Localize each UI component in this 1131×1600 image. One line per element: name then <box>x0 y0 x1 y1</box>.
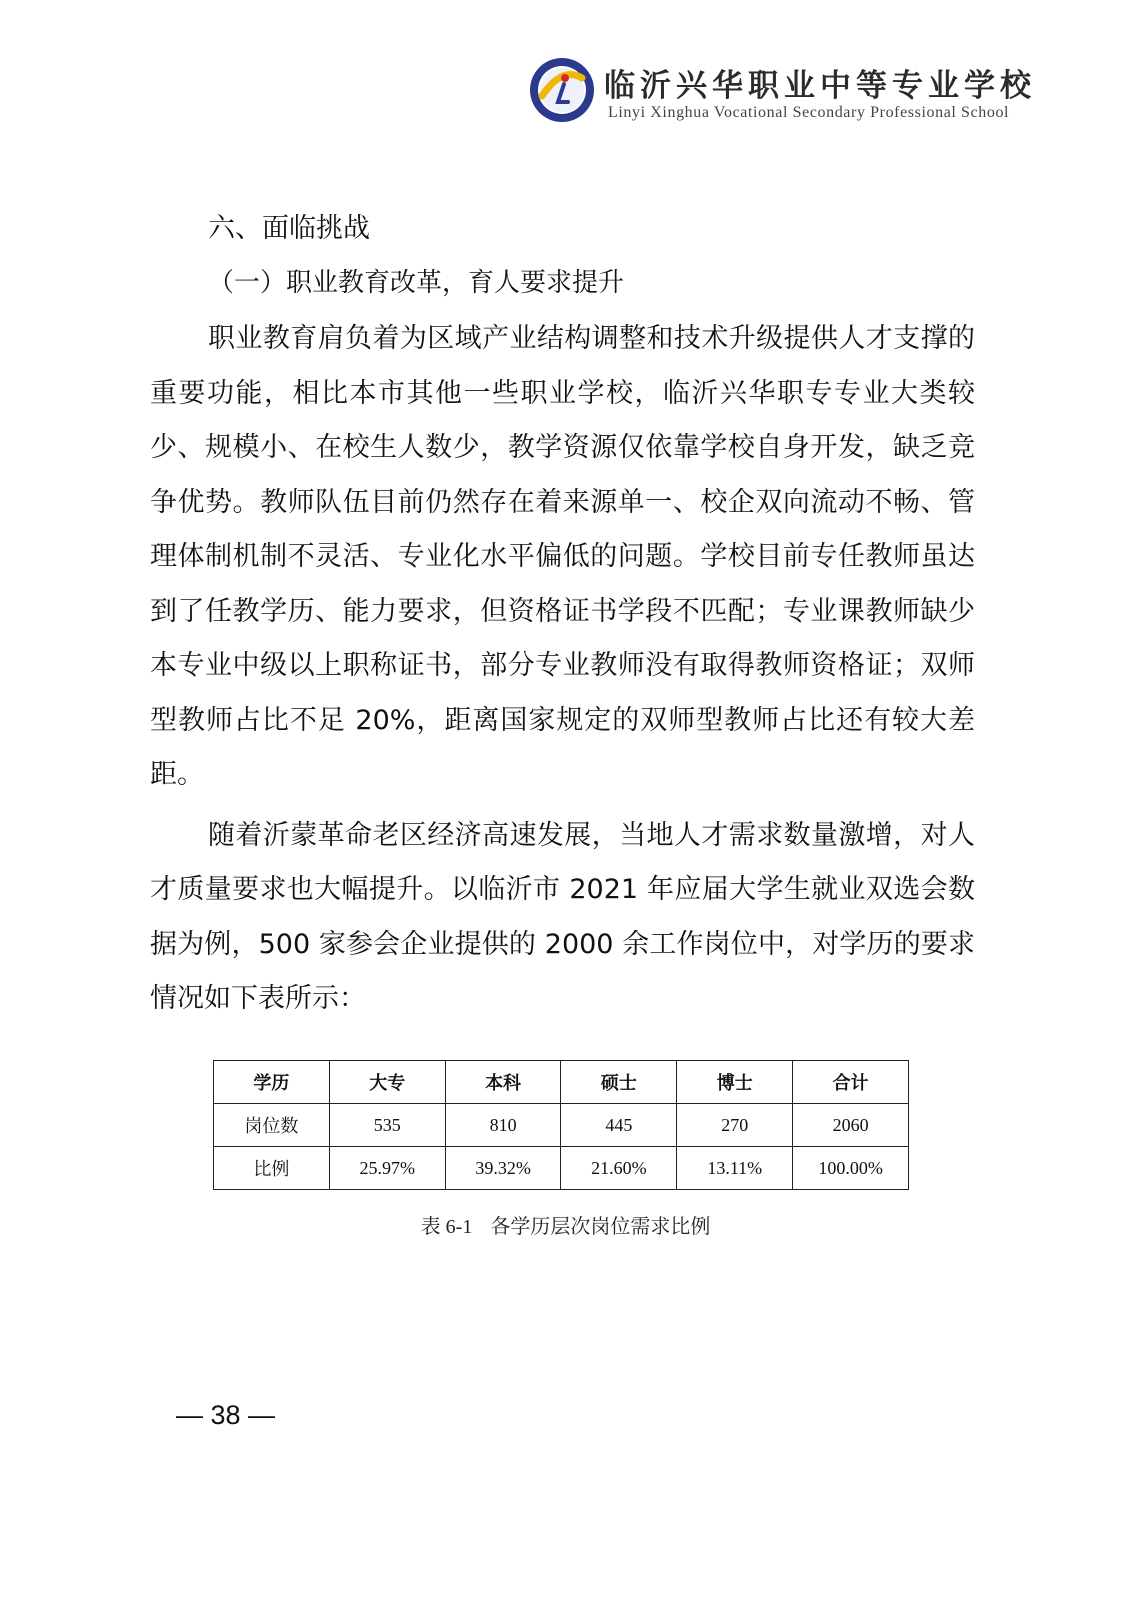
table-caption-number: 表 6-1 <box>420 1216 473 1238</box>
table-header-cell: 硕士 <box>561 1061 677 1104</box>
table-cell: 445 <box>561 1104 677 1147</box>
body-paragraph-1: 职业教育肩负着为区域产业结构调整和技术升级提供人才支撑的重要功能，相比本市其他一些职业学校，临沂兴华职专专业大类较少、规模小、在校生人数少，教学资源仅依靠学校自身开发，缺乏竞争优势。教师队伍目前仍然存在着来源单一、校企双向流动不畅、管理体制机制不灵活、专业化水平偏低的问题。学校目前专任教师虽达到了任教学历、能力要求，但资格证书学段不匹配；专业课教师缺少本专业中级以上职称证书，部分专业教师没有取得教师资格证；双师型教师占比不足 20%，距离国家规定的双师型教师占比还有较大差距。 <box>150 323 975 790</box>
table-caption <box>0 1210 1131 1239</box>
table-header-cell: 大专 <box>329 1061 445 1104</box>
table-header-cell: 博士 <box>677 1061 793 1104</box>
table-row-label: 岗位数 <box>214 1104 330 1147</box>
table-header-cell: 合计 <box>793 1061 909 1104</box>
education-demand-table-wrap <box>213 1060 909 1190</box>
table-header-row <box>214 1061 909 1104</box>
table-cell: 13.11% <box>677 1147 793 1190</box>
table-cell: 21.60% <box>561 1147 677 1190</box>
table-cell: 39.32% <box>445 1147 561 1190</box>
table-caption-text: 各学历层次岗位需求比例 <box>490 1214 711 1238</box>
table-cell: 100.00% <box>793 1147 909 1190</box>
table-header-cell: 本科 <box>445 1061 561 1104</box>
table-header-cell: 学历 <box>214 1061 330 1104</box>
table-row <box>214 1104 909 1147</box>
school-name-cn: 临沂兴华职业中等专业学校 <box>604 68 1036 104</box>
section-subtitle: （一）职业教育改革，育人要求提升 <box>208 268 625 298</box>
education-demand-table <box>213 1060 909 1190</box>
school-logo-icon <box>528 56 596 124</box>
table-cell: 25.97% <box>329 1147 445 1190</box>
section-title: 六、面临挑战 <box>208 213 370 244</box>
school-name-en: Linyi Xinghua Vocational Secondary Professional School <box>608 104 1010 121</box>
table-cell: 810 <box>445 1104 561 1147</box>
table-cell: 2060 <box>793 1104 909 1147</box>
page-number: — 38 — <box>176 1400 276 1430</box>
main-content <box>150 206 975 1027</box>
table-row-label: 比例 <box>214 1147 330 1190</box>
table-row <box>214 1147 909 1190</box>
body-paragraph-2: 随着沂蒙革命老区经济高速发展，当地人才需求数量激增，对人才质量要求也大幅提升。以临沂市 2021 年应届大学生就业双选会数据为例，500 家参会企业提供的 2000 余工作岗位中，对学历的要求情况如下表所示： <box>150 819 975 1014</box>
table-cell: 535 <box>329 1104 445 1147</box>
table-cell: 270 <box>677 1104 793 1147</box>
page-header <box>528 52 1068 126</box>
